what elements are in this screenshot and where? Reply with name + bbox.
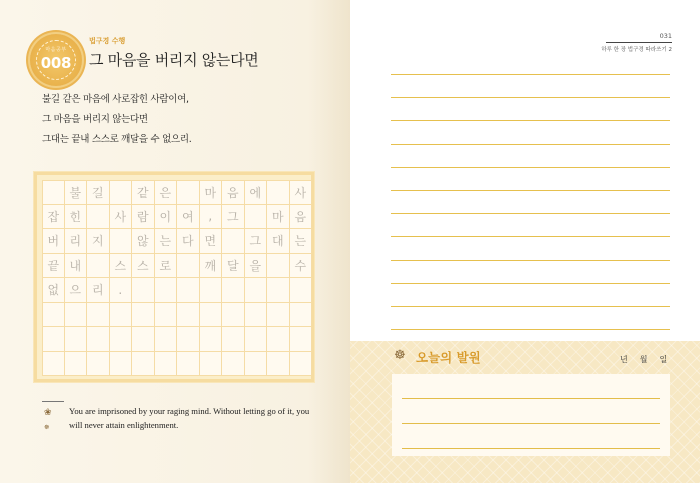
header-divider — [606, 42, 672, 43]
writing-line[interactable] — [391, 97, 670, 98]
grid-cell[interactable]: 마 — [267, 205, 290, 230]
badge-label: 마음공부 — [45, 47, 67, 53]
grid-cell[interactable]: 람 — [132, 205, 155, 230]
grid-cell[interactable] — [87, 254, 110, 279]
grid-cell[interactable] — [177, 352, 200, 377]
grid-cell[interactable]: 에 — [245, 180, 268, 205]
grid-cell[interactable] — [132, 303, 155, 328]
grid-cell[interactable] — [42, 303, 65, 328]
grid-cell[interactable] — [155, 327, 178, 352]
grid-cell[interactable] — [177, 303, 200, 328]
grid-cell[interactable] — [200, 303, 223, 328]
grid-cell[interactable]: 면 — [200, 229, 223, 254]
lotus-icon: ❀ — [44, 408, 52, 418]
grid-cell[interactable]: 리 — [65, 229, 88, 254]
grid-cell[interactable] — [110, 327, 133, 352]
grid-cell[interactable] — [42, 327, 65, 352]
quote-line: 그 마음을 버리지 않는다면 — [42, 114, 148, 125]
writing-line[interactable] — [391, 306, 670, 307]
grid-cell[interactable] — [87, 303, 110, 328]
grid-cell[interactable]: 을 — [245, 254, 268, 279]
quote-line: 불길 같은 마음에 사로잡힌 사람이여, — [42, 94, 189, 105]
monk-icon: ☸ — [394, 348, 406, 363]
number-badge — [30, 34, 82, 86]
grid-cell[interactable]: 스 — [132, 254, 155, 279]
grid-cell[interactable]: 는 — [290, 229, 313, 254]
grid-cell[interactable] — [200, 278, 223, 303]
grid-cell[interactable] — [267, 327, 290, 352]
grid-cell[interactable] — [110, 229, 133, 254]
grid-cell[interactable] — [245, 327, 268, 352]
grid-cell[interactable]: 여 — [177, 205, 200, 230]
grid-cell[interactable]: 음 — [290, 205, 313, 230]
grid-cell[interactable]: 같 — [132, 180, 155, 205]
quote-block — [42, 90, 191, 150]
grid-cell[interactable] — [155, 303, 178, 328]
grid-cell[interactable] — [155, 278, 178, 303]
grid-cell[interactable] — [245, 352, 268, 377]
date-fields — [620, 354, 667, 365]
grid-cell[interactable] — [267, 180, 290, 205]
grid-cell[interactable]: 달 — [222, 254, 245, 279]
grid-cell[interactable] — [177, 180, 200, 205]
grid-cell[interactable] — [177, 327, 200, 352]
grid-cell[interactable] — [42, 180, 65, 205]
book-title: 하루 한 장 법구경 따라쓰기 2 — [601, 47, 672, 53]
grid-cell[interactable] — [87, 327, 110, 352]
grid-cell[interactable]: 스 — [110, 254, 133, 279]
writing-grid-frame — [34, 172, 314, 382]
grid-cell[interactable] — [132, 327, 155, 352]
grid-cell[interactable] — [267, 352, 290, 377]
grid-cell[interactable] — [267, 303, 290, 328]
grid-cell[interactable]: 길 — [87, 180, 110, 205]
grid-cell[interactable]: 대 — [267, 229, 290, 254]
page-number: 031 — [659, 32, 672, 40]
grid-cell[interactable]: 리 — [87, 278, 110, 303]
grid-cell[interactable]: 사 — [110, 205, 133, 230]
grid-cell[interactable]: 깨 — [200, 254, 223, 279]
grid-cell[interactable]: 힌 — [65, 205, 88, 230]
grid-cell[interactable] — [155, 352, 178, 377]
grid-cell[interactable] — [200, 352, 223, 377]
grid-cell[interactable] — [87, 205, 110, 230]
grid-cell[interactable]: 내 — [65, 254, 88, 279]
grid-cell[interactable]: 그 — [245, 229, 268, 254]
quote-line: 그대는 끝내 스스로 깨달을 수 없으리. — [42, 134, 192, 145]
writing-line[interactable] — [391, 144, 670, 145]
badge-number: 008 — [40, 54, 72, 72]
translation-divider — [42, 401, 64, 402]
date-month-label[interactable]: 월 — [639, 355, 648, 364]
wish-title: 오늘의 발원 — [416, 350, 481, 365]
grid-cell[interactable]: , — [200, 205, 223, 230]
writing-line[interactable] — [391, 190, 670, 191]
grid-cell[interactable]: 으 — [65, 278, 88, 303]
grid-cell[interactable]: 지 — [87, 229, 110, 254]
right-page — [350, 0, 700, 483]
writing-line[interactable] — [391, 213, 670, 214]
grid-cell[interactable]: 마 — [200, 180, 223, 205]
grid-cell[interactable] — [290, 352, 313, 377]
grid-cell[interactable]: 않 — [132, 229, 155, 254]
grid-cell[interactable] — [222, 303, 245, 328]
grid-cell[interactable]: 음 — [222, 180, 245, 205]
grid-cell[interactable] — [132, 352, 155, 377]
writing-line[interactable] — [391, 120, 670, 121]
grid-cell[interactable]: 버 — [42, 229, 65, 254]
grid-cell[interactable] — [65, 303, 88, 328]
grid-cell[interactable] — [177, 254, 200, 279]
grid-cell[interactable] — [290, 327, 313, 352]
monk-icon: ☸ — [44, 424, 50, 431]
writing-line[interactable] — [391, 329, 670, 330]
grid-cell[interactable]: 이 — [155, 205, 178, 230]
grid-cell[interactable] — [290, 303, 313, 328]
grid-cell[interactable]: 은 — [155, 180, 178, 205]
writing-line[interactable] — [391, 283, 670, 284]
grid-cell[interactable] — [245, 205, 268, 230]
date-day-label[interactable]: 일 — [659, 355, 668, 364]
wish-panel — [350, 341, 700, 483]
grid-cell[interactable]: 사 — [290, 180, 313, 205]
grid-cell[interactable] — [177, 278, 200, 303]
grid-cell[interactable] — [267, 254, 290, 279]
writing-line[interactable] — [391, 236, 670, 237]
grid-cell[interactable]: 는 — [155, 229, 178, 254]
grid-cell[interactable] — [222, 352, 245, 377]
grid-cell[interactable] — [222, 327, 245, 352]
grid-cell[interactable]: 없 — [42, 278, 65, 303]
grid-cell[interactable] — [222, 229, 245, 254]
grid-cell[interactable] — [200, 327, 223, 352]
grid-cell[interactable] — [110, 352, 133, 377]
writing-line[interactable] — [391, 167, 670, 168]
grid-cell[interactable] — [222, 278, 245, 303]
grid-cell[interactable]: 잡 — [42, 205, 65, 230]
grid-cell[interactable] — [290, 278, 313, 303]
category-label: 법구경 수행 — [89, 37, 126, 45]
wish-line[interactable] — [402, 448, 660, 449]
grid-cell[interactable] — [267, 278, 290, 303]
writing-line[interactable] — [391, 74, 670, 75]
grid-cell[interactable] — [110, 303, 133, 328]
writing-lines[interactable] — [391, 74, 670, 352]
grid-cell[interactable]: 로 — [155, 254, 178, 279]
writing-grid[interactable] — [42, 180, 312, 376]
wish-line[interactable] — [402, 423, 660, 424]
grid-cell[interactable] — [245, 278, 268, 303]
grid-cell[interactable]: 끝 — [42, 254, 65, 279]
wish-writing-box[interactable] — [392, 374, 670, 456]
grid-cell[interactable] — [132, 278, 155, 303]
date-year-label[interactable]: 년 — [620, 355, 628, 364]
grid-cell[interactable]: 수 — [290, 254, 313, 279]
grid-cell[interactable] — [110, 180, 133, 205]
grid-cell[interactable] — [65, 352, 88, 377]
grid-cell[interactable]: . — [110, 278, 133, 303]
grid-cell[interactable] — [87, 352, 110, 377]
grid-cell[interactable] — [245, 303, 268, 328]
grid-cell[interactable] — [42, 352, 65, 377]
english-translation: You are imprisoned by your raging mind. Without letting go of it, you will never attain enlightenment. — [69, 406, 310, 430]
grid-cell[interactable] — [65, 327, 88, 352]
grid-cell[interactable]: 불 — [65, 180, 88, 205]
grid-cell[interactable]: 그 — [222, 205, 245, 230]
grid-cell[interactable]: 다 — [177, 229, 200, 254]
writing-line[interactable] — [391, 260, 670, 261]
page-title: 그 마음을 버리지 않는다면 — [89, 51, 259, 69]
wish-line[interactable] — [402, 398, 660, 399]
